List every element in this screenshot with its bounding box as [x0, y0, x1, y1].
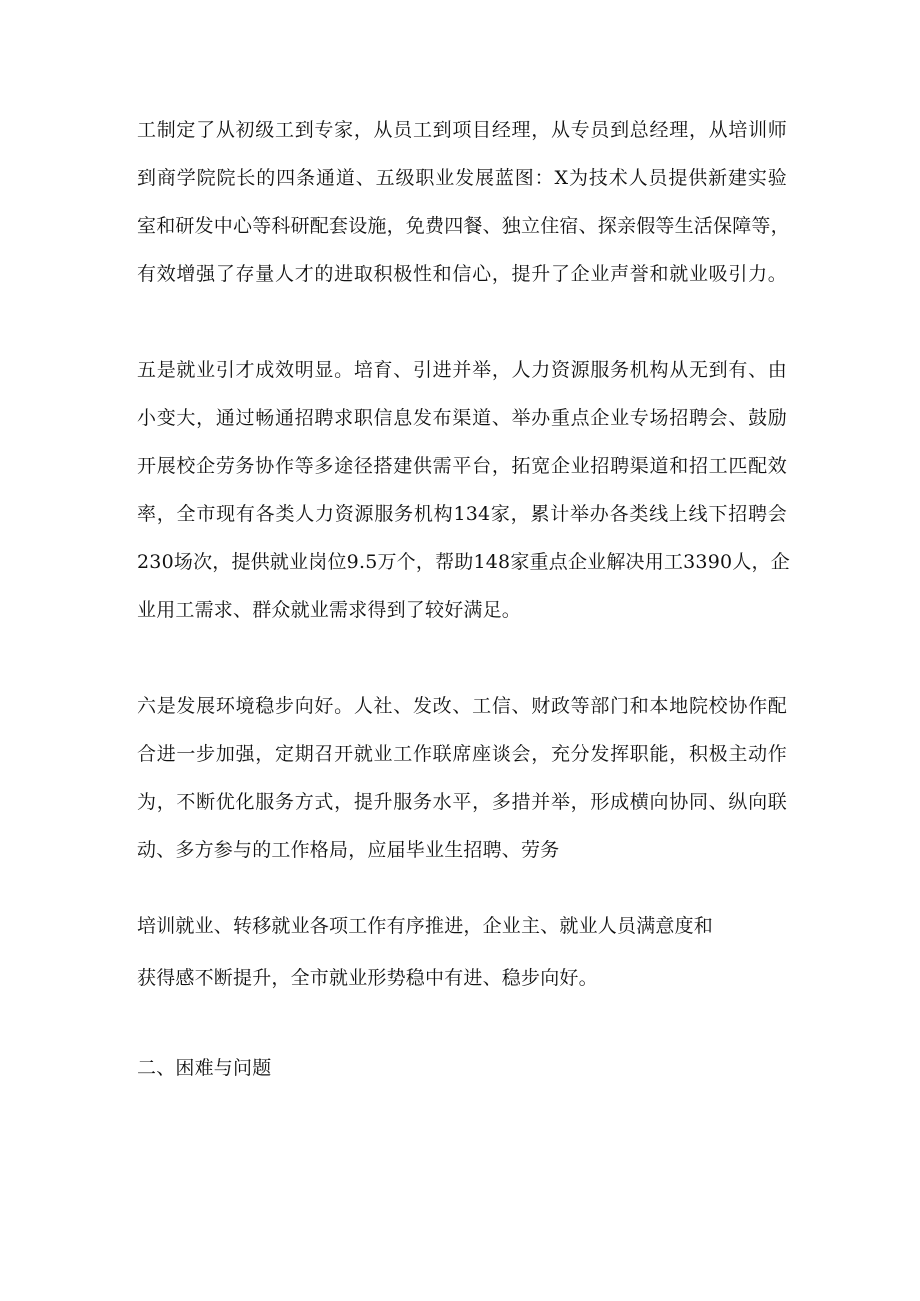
text-line: 率，全市现有各类人力资源服务机构134家，累计举办各类线上线下招聘会	[137, 503, 787, 525]
text-line: 动、多方参与的工作格局，应届毕业生招聘、劳务	[137, 839, 560, 861]
text-line: 培训就业、转移就业各项工作有序推进，企业主、就业人员满意度和	[137, 915, 714, 937]
text-line: 有效增强了存量人才的进取积极性和信心，提升了企业声誉和就业吸引力。	[137, 263, 787, 285]
text-line: 室和研发中心等科研配套设施，免费四餐、独立住宿、探亲假等生活保障等，	[137, 215, 790, 237]
text-line: 业用工需求、群众就业需求得到了较好满足。	[137, 599, 522, 621]
text-line: 合进一步加强，定期召开就业工作联席座谈会，充分发挥职能，积极主动作	[137, 743, 787, 765]
text-line: 开展校企劳务协作等多途径搭建供需平台，拓宽企业招聘渠道和招工匹配效	[137, 455, 787, 477]
text-line: 小变大，通过畅通招聘求职信息发布渠道、举办重点企业专场招聘会、鼓励	[137, 407, 787, 429]
text-line: 为，不断优化服务方式，提升服务水平，多措并举，形成横向协同、纵向联	[137, 791, 787, 813]
text-line: 六是发展环境稳步向好。人社、发改、工信、财政等部门和本地院校协作配	[137, 695, 787, 717]
text-line: 230场次，提供就业岗位9.5万个，帮助148家重点企业解决用工3390人，企	[137, 551, 790, 573]
section-heading: 二、困难与问题	[137, 1057, 272, 1079]
text-line: 工制定了从初级工到专家，从员工到项目经理，从专员到总经理，从培训师	[137, 119, 787, 141]
text-line: 五是就业引才成效明显。培育、引进并举，人力资源服务机构从无到有、由	[137, 359, 787, 381]
text-line: 到商学院院长的四条通道、五级职业发展蓝图：X为技术人员提供新建实验	[137, 167, 787, 189]
text-line: 获得感不断提升，全市就业形势稳中有进、稳步向好。	[137, 967, 598, 989]
